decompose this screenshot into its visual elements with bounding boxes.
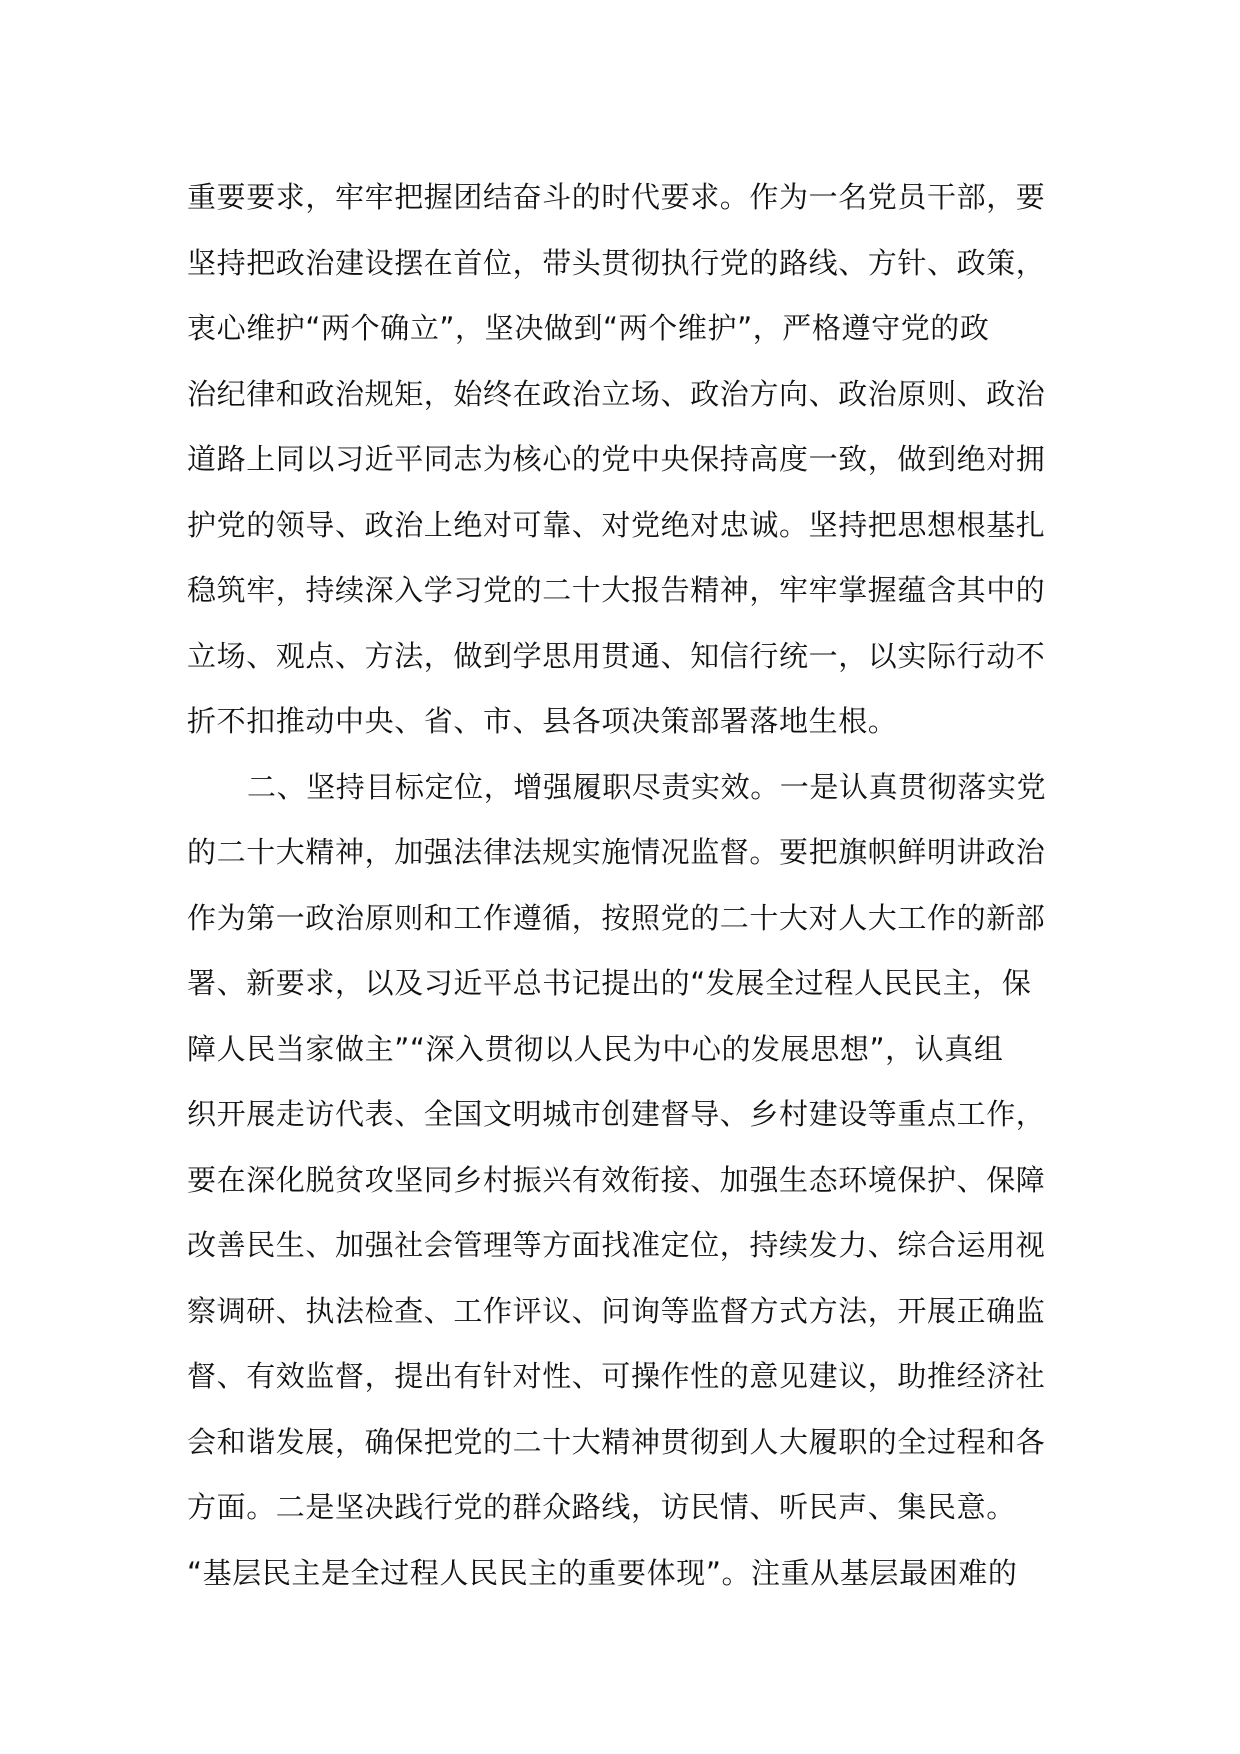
text-line: 要在深化脱贫攻坚同乡村振兴有效衔接、加强生态环境保护、保障: [187, 1162, 1046, 1197]
text-line: 坚持把政治建设摆在首位，带头贯彻执行党的路线、方针、政策，: [187, 245, 1046, 280]
text-line: 织开展走访代表、全国文明城市创建督导、乡村建设等重点工作，: [187, 1097, 1046, 1131]
text-line: 折不扣推动中央、省、市、县各项决策部署落地生根。: [187, 704, 898, 738]
text-line: 重要要求，牢牢把握团结奋斗的时代要求。作为一名党员干部，要: [187, 180, 1046, 214]
text-line: 会和谐发展，确保把党的二十大精神贯彻到人大履职的全过程和各: [187, 1424, 1046, 1459]
text-line: 改善民生、加强社会管理等方面找准定位，持续发力、综合运用视: [187, 1228, 1046, 1262]
text-line: 作为第一政治原则和工作遵循，按照党的二十大对人大工作的新部: [187, 900, 1046, 935]
text-line: 方面。二是坚决践行党的群众路线，访民情、听民声、集民意。: [187, 1490, 1016, 1524]
text-line: 障人民当家做主”“深入贯彻以人民为中心的发展思想”，认真组: [187, 1031, 1004, 1066]
text-line: 治纪律和政治规矩，始终在政治立场、政治方向、政治原则、政治: [187, 376, 1046, 411]
text-line: 立场、观点、方法，做到学思用贯通、知信行统一，以实际行动不: [187, 638, 1046, 673]
text-line: 署、新要求，以及习近平总书记提出的“发展全过程人民民主，保: [187, 966, 1032, 1000]
text-line: 督、有效监督，提出有针对性、可操作性的意见建议，助推经济社: [187, 1359, 1046, 1393]
body-text: [187, 165, 1057, 1606]
text-line: 道路上同以习近平同志为核心的党中央保持高度一致，做到绝对拥: [187, 442, 1046, 476]
text-line: “基层民主是全过程人民民主的重要体现”。注重从基层最困难的: [187, 1555, 1018, 1590]
paragraph-start-line: 二、坚持目标定位，增强履职尽责实效。一是认真贯彻落实党: [247, 769, 1047, 804]
text-line: 的二十大精神，加强法律法规实施情况监督。要把旗帜鲜明讲政治: [187, 835, 1046, 869]
text-line: 稳筑牢，持续深入学习党的二十大报告精神，牢牢掌握蕴含其中的: [187, 573, 1046, 607]
text-line: 护党的领导、政治上绝对可靠、对党绝对忠诚。坚持把思想根基扎: [187, 507, 1046, 542]
text-line: 衷心维护“两个确立”，坚决做到“两个维护”，严格遵守党的政: [187, 311, 990, 345]
text-line: 察调研、执法检查、工作评议、问询等监督方式方法，开展正确监: [187, 1293, 1046, 1328]
